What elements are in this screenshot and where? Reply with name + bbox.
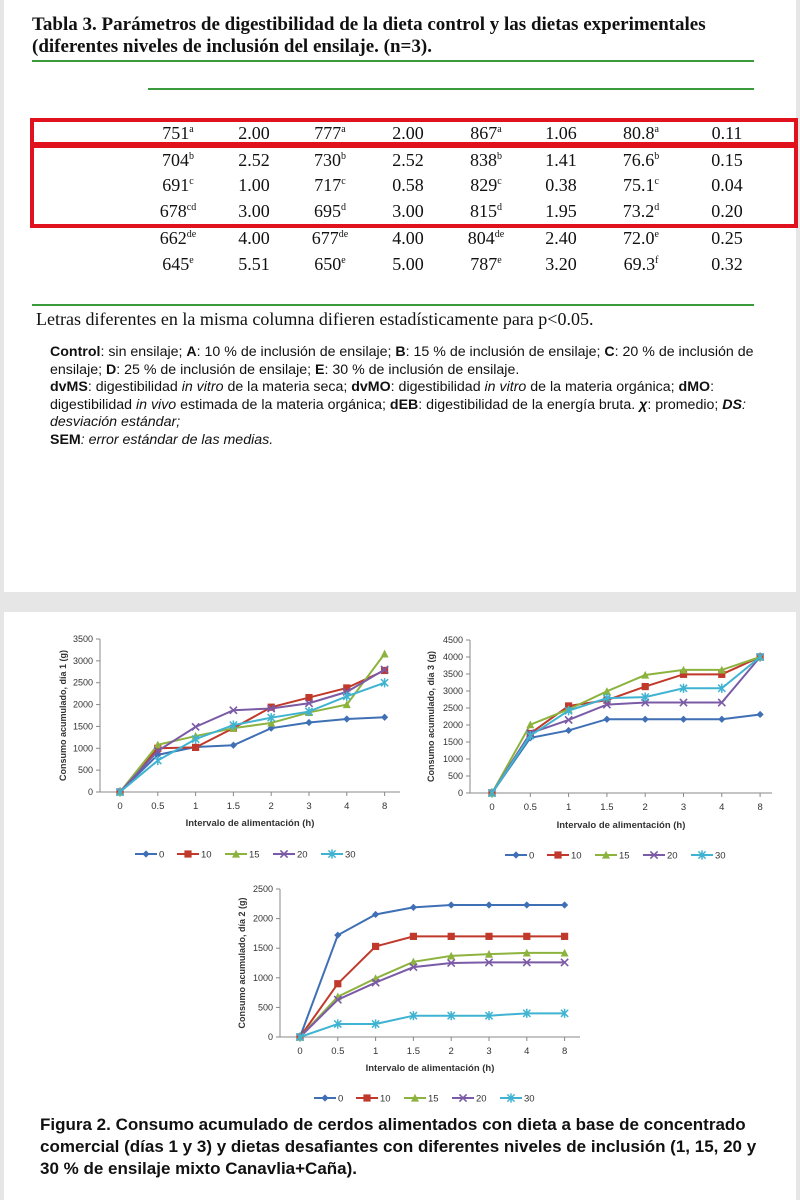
legend-label: 10 — [380, 1093, 391, 1105]
x-axis-title: Intervalo de alimentación (h) — [185, 818, 315, 829]
cell-value: 1.06 — [545, 123, 577, 143]
note-run: : 30 % de inclusión de ensilaje. — [324, 361, 520, 378]
cell-value: 2.00 — [392, 123, 424, 143]
legend-label: 15 — [249, 849, 260, 861]
cell-value: 730 — [314, 150, 341, 170]
marker-diamond — [321, 1094, 328, 1101]
note-run: : digestibilidad — [50, 379, 715, 413]
marker-diamond — [230, 742, 237, 749]
x-tick-label: 0 — [297, 1046, 303, 1057]
note-run: C — [604, 344, 615, 360]
marker-square — [523, 933, 530, 940]
marker-diamond — [485, 901, 492, 908]
legend-label: 0 — [338, 1093, 344, 1105]
marker-diamond — [523, 901, 530, 908]
significance-letter: f — [655, 255, 659, 266]
cell-value: 678 — [159, 201, 187, 221]
legend-label: 20 — [476, 1093, 487, 1105]
marker-diamond — [757, 711, 764, 718]
marker-diamond — [603, 716, 610, 723]
cell-value: 867 — [470, 123, 498, 143]
note-run: DS — [722, 396, 742, 413]
cell-value: 751 — [162, 123, 190, 143]
marker-diamond — [512, 851, 519, 858]
cell-value: 69.3 — [623, 254, 656, 274]
cell-value: 691 — [162, 175, 190, 195]
cell-value: 787 — [470, 254, 498, 274]
legend-label: 15 — [619, 850, 630, 862]
legend — [135, 849, 356, 860]
cell-value: 677 — [311, 228, 339, 248]
note-run: A — [186, 344, 197, 360]
note-run: : 10 % de inclusión de ensilaje; — [196, 344, 396, 360]
legend-label: 30 — [715, 850, 726, 862]
marker-square — [448, 933, 455, 940]
note-run: χ — [639, 396, 648, 413]
cell-value: 1.95 — [545, 201, 577, 221]
table-footnote: Letras diferentes en la misma columna difieren estadísticamente para p<0.05. — [36, 309, 594, 329]
marker-square — [363, 1094, 370, 1101]
note-run: D — [106, 361, 117, 378]
y-tick-label: 2000 — [252, 913, 273, 924]
significance-letter: e — [497, 255, 502, 266]
x-tick-label: 1.5 — [226, 801, 241, 812]
significance-letter: c — [341, 176, 346, 187]
marker-star — [154, 756, 161, 765]
cell-value: 1.00 — [238, 175, 270, 195]
marker-diamond — [410, 904, 417, 911]
note-run: estimada de la materia orgánica; — [176, 396, 390, 413]
y-axis-title: Consumo acumulado, día 1 (g) — [58, 649, 68, 782]
cell-value: 704 — [162, 150, 189, 170]
y-tick-label: 2000 — [442, 720, 463, 730]
marker-square — [372, 943, 379, 950]
note-run: in vitro — [181, 379, 224, 395]
y-tick-label: 0 — [457, 788, 463, 798]
significance-letter: de — [494, 229, 505, 240]
cell-value: 80.8 — [623, 123, 655, 143]
x-tick-label: 1.5 — [406, 1046, 421, 1057]
marker-square — [485, 933, 492, 940]
series-15 — [116, 650, 389, 796]
note-run: B — [395, 344, 406, 360]
cell-value: 804 — [467, 228, 495, 248]
y-tick-label: 1000 — [72, 743, 93, 754]
note-run: dMO — [678, 379, 711, 395]
y-tick-label: 1500 — [72, 721, 93, 732]
y-tick-label: 2500 — [72, 677, 93, 688]
x-tick-label: 3 — [306, 801, 312, 812]
note-run: dEB — [389, 396, 419, 413]
x-tick-label: 4 — [719, 802, 725, 813]
cell-value: 4.00 — [392, 228, 424, 248]
legend-label: 15 — [428, 1093, 439, 1105]
cell-value: 1.41 — [545, 150, 577, 170]
cell-value: 829 — [470, 175, 498, 195]
series-10 — [116, 667, 388, 796]
significance-letter: de — [186, 229, 197, 240]
y-tick-label: 2500 — [442, 703, 463, 713]
y-tick-label: 2500 — [252, 884, 273, 894]
y-tick-label: 4000 — [442, 652, 463, 662]
note-run: : 15 % de inclusión de ensilaje; — [405, 344, 605, 360]
significance-letter: e — [341, 255, 346, 266]
note-run: : promedio; — [647, 396, 723, 413]
note-run: : digestibilidad — [87, 379, 182, 395]
note-run: SEM — [50, 431, 81, 448]
note-run: : digestibilidad de la energía bruta. — [418, 396, 640, 413]
note-run: : sin ensilaje; — [100, 344, 187, 360]
significance-letter: b — [654, 151, 660, 162]
line-chart-1 — [58, 634, 400, 861]
legend-label: 10 — [571, 850, 582, 862]
y-tick-label: 1500 — [252, 943, 273, 954]
y-tick-label: 3500 — [442, 669, 463, 679]
series-line — [300, 905, 565, 1037]
y-tick-label: 3000 — [442, 686, 463, 696]
note-run: in vitro — [484, 379, 527, 395]
marker-diamond — [680, 716, 687, 723]
y-tick-label: 0 — [87, 787, 93, 797]
cell-value: 0.15 — [711, 150, 743, 170]
marker-square — [554, 851, 561, 858]
line-chart-2 — [426, 635, 772, 862]
series-line — [120, 654, 385, 792]
cell-value: 72.0 — [623, 228, 655, 248]
note-run: de la materia orgánica; — [526, 379, 679, 395]
legend-label: 0 — [159, 849, 165, 861]
significance-letter: b — [341, 151, 346, 162]
cell-value: 0.11 — [711, 123, 743, 143]
cell-value: 2.00 — [238, 123, 270, 143]
significance-letter: c — [654, 176, 659, 187]
cell-value: 0.58 — [392, 175, 424, 195]
note-run: E — [315, 361, 325, 378]
x-tick-label: 1 — [192, 801, 199, 812]
legend — [314, 1093, 535, 1104]
significance-letter: c — [189, 176, 194, 187]
x-tick-label: 0 — [489, 802, 495, 813]
significance-letter: a — [341, 124, 346, 135]
note-run: : desviación estándar; — [50, 396, 746, 430]
note-run: in vivo — [135, 396, 177, 413]
marker-diamond — [142, 850, 149, 857]
legend-label: 10 — [201, 849, 212, 861]
x-tick-label: 0.5 — [331, 1046, 345, 1057]
y-tick-label: 1500 — [442, 737, 463, 747]
marker-diamond — [565, 727, 572, 734]
significance-letter: b — [189, 151, 194, 162]
cell-value: 2.52 — [238, 150, 270, 170]
legend-label: 0 — [529, 850, 535, 862]
cell-value: 75.1 — [623, 175, 655, 195]
significance-letter: a — [497, 124, 502, 135]
figure-caption: Figura 2. Consumo acumulado de cerdos alimentados con dieta a base de concentrado comercial (días 1 y 3) y dietas desafiantes con diferentes niveles de inclusión (1, 15, 20 y 30 % de ensilaje mixto Canavlia+Caña). — [40, 1115, 757, 1178]
cell-value: 777 — [314, 123, 342, 143]
marker-square — [561, 933, 568, 940]
cell-value: 2.52 — [392, 150, 424, 170]
cell-value: 76.6 — [622, 150, 655, 170]
marker-diamond — [561, 901, 568, 908]
cell-value: 3.00 — [392, 201, 424, 221]
cell-value: 5.51 — [238, 254, 270, 274]
x-tick-label: 2 — [448, 1046, 454, 1057]
marker-diamond — [343, 715, 350, 722]
marker-square — [642, 683, 649, 690]
cell-value: 3.00 — [238, 201, 270, 221]
marker-square — [334, 980, 341, 987]
y-tick-label: 0 — [267, 1032, 273, 1042]
note-run: : 20 % de inclusión de ensilaje; — [50, 344, 754, 378]
cell-value: 695 — [314, 201, 341, 221]
y-tick-label: 3500 — [72, 634, 93, 644]
legend-label: 20 — [667, 850, 678, 862]
marker-diamond — [642, 716, 649, 723]
x-tick-label: 2 — [268, 801, 274, 812]
marker-diamond — [718, 716, 725, 723]
significance-letter: d — [497, 202, 502, 213]
marker-diamond — [448, 901, 455, 908]
x-tick-label: 3 — [680, 802, 687, 813]
y-tick-label: 2000 — [72, 699, 93, 710]
x-tick-label: 8 — [561, 1046, 568, 1057]
x-tick-label: 8 — [757, 802, 763, 813]
y-axis-title: Consumo acumulado, día 3 (g) — [426, 650, 436, 783]
significance-letter: e — [189, 255, 194, 266]
line-chart-3 — [237, 884, 580, 1105]
x-tick-label: 1.5 — [600, 802, 614, 813]
y-tick-label: 500 — [77, 765, 93, 776]
y-axis-title: Consumo acumulado, día 2 (g) — [237, 897, 247, 1029]
cell-value: 650 — [314, 254, 342, 274]
significance-letter: cd — [186, 202, 197, 213]
cell-value: 0.20 — [711, 201, 743, 221]
y-tick-label: 4500 — [442, 635, 463, 645]
cell-value: 815 — [470, 201, 497, 221]
marker-square — [184, 850, 191, 857]
x-tick-label: 4 — [344, 801, 350, 812]
significance-letter: a — [189, 124, 194, 135]
note-run: dvMO — [351, 379, 391, 395]
x-tick-label: 1 — [372, 1046, 379, 1057]
y-tick-label: 500 — [257, 1002, 273, 1013]
significance-letter: a — [654, 124, 659, 135]
significance-letter: c — [497, 176, 502, 187]
marker-diamond — [381, 714, 388, 721]
cell-value: 717 — [314, 175, 342, 195]
cell-value: 0.32 — [711, 254, 743, 274]
cell-value: 662 — [159, 228, 187, 248]
y-tick-label: 1000 — [252, 972, 273, 983]
note-run: de la materia seca; — [223, 379, 352, 395]
significance-letter: d — [654, 202, 660, 213]
legend-label: 30 — [524, 1093, 535, 1105]
x-tick-label: 2 — [642, 802, 648, 813]
note-run: : 25 % de inclusión de ensilaje; — [116, 361, 315, 378]
marker-square — [192, 744, 199, 751]
x-tick-label: 0.5 — [151, 801, 165, 812]
legend-label: 30 — [345, 849, 356, 861]
x-axis-title: Intervalo de alimentación (h) — [365, 1063, 495, 1074]
legend-label: 20 — [297, 849, 308, 861]
significance-letter: b — [497, 151, 502, 162]
x-tick-label: 3 — [486, 1046, 492, 1057]
cell-value: 0.25 — [711, 228, 743, 248]
marker-triangle — [381, 650, 389, 658]
note-run: Control — [50, 344, 101, 360]
x-tick-label: 0 — [117, 801, 123, 812]
cell-value: 3.20 — [545, 254, 577, 274]
cell-value: 0.38 — [545, 175, 577, 195]
cell-value: 4.00 — [238, 228, 270, 248]
significance-letter: d — [341, 202, 346, 213]
x-tick-label: 8 — [381, 801, 388, 812]
cell-value: 73.2 — [622, 201, 655, 221]
note-run: : error estándar de las medias. — [80, 431, 274, 448]
note-run: dvMS — [50, 379, 88, 395]
marker-square — [410, 933, 417, 940]
cell-value: 838 — [470, 150, 497, 170]
marker-x — [192, 723, 199, 730]
significance-letter: de — [338, 229, 349, 240]
significance-letter: e — [654, 229, 659, 240]
legend — [505, 850, 726, 861]
cell-value: 0.04 — [711, 175, 743, 195]
x-axis-title: Intervalo de alimentación (h) — [556, 820, 686, 831]
x-tick-label: 4 — [524, 1046, 530, 1057]
y-tick-label: 500 — [447, 771, 463, 781]
y-tick-label: 1000 — [442, 754, 463, 764]
cell-value: 5.00 — [392, 254, 424, 274]
marker-diamond — [305, 719, 312, 726]
note-run: : digestibilidad — [390, 379, 485, 395]
cell-value: 2.40 — [545, 228, 577, 248]
x-tick-label: 0.5 — [523, 802, 537, 813]
y-tick-label: 3000 — [72, 655, 93, 666]
cell-value: 645 — [162, 254, 190, 274]
table-title: Tabla 3. Parámetros de digestibilidad de la dieta control y las dietas experimentales (diferentes niveles de inclusión del ensilaje. (n=3). — [32, 14, 706, 57]
x-tick-label: 1 — [565, 802, 572, 813]
